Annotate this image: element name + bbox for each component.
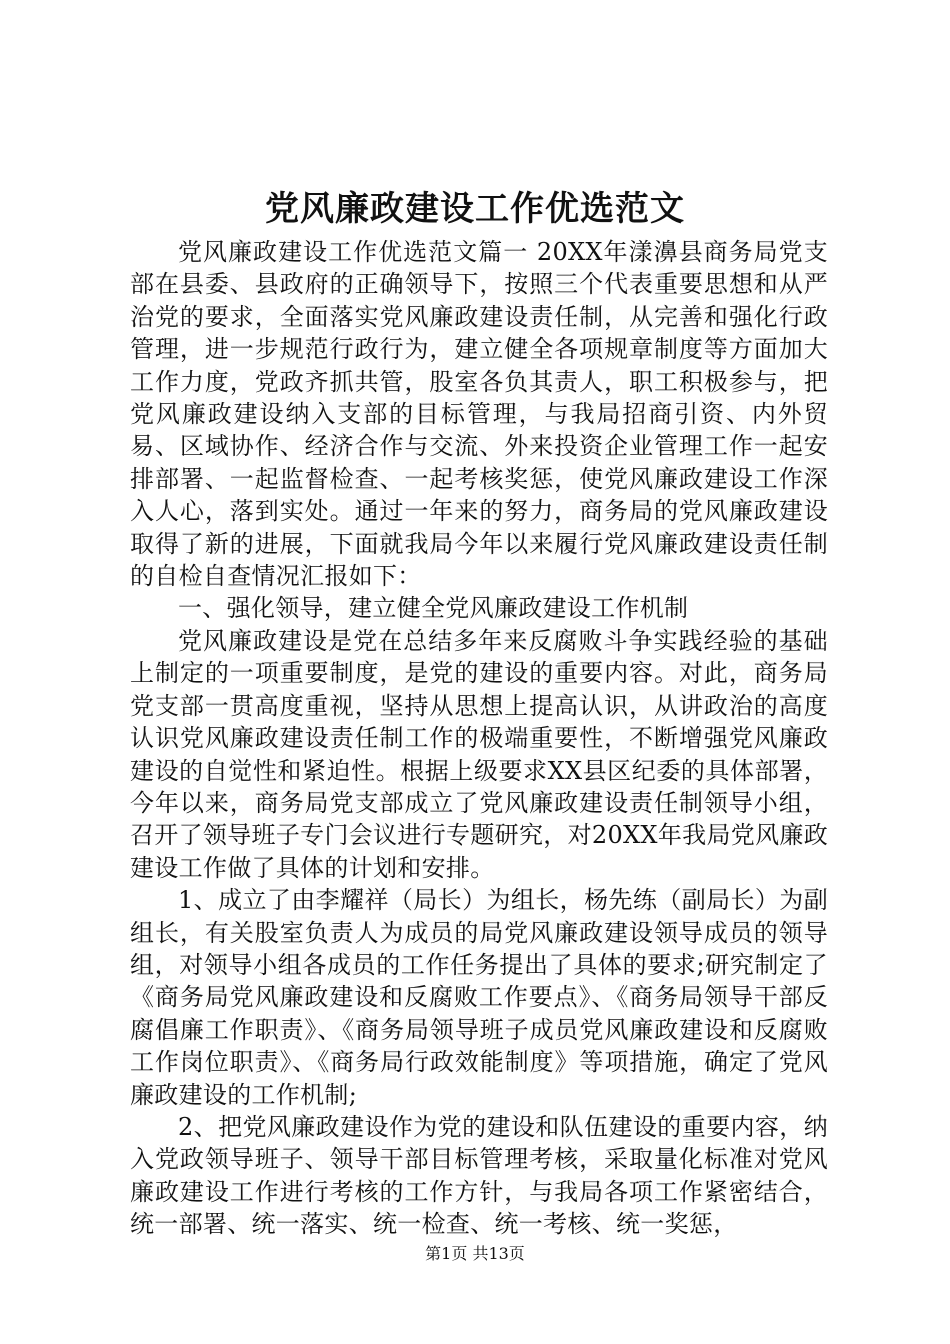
document-body xyxy=(130,236,828,1241)
document-title: 党风廉政建设工作优选范文 xyxy=(265,189,685,229)
paragraph-item-2: 2、把党风廉政建设作为党的建设和队伍建设的重要内容，纳入党政领导班子、领导干部目标管理考核，采取量化标准对党风廉政建设工作进行考核的工作方针，与我局各项工作紧密结合，统一部署、统一落实、统一检查、统一考核、统一奖惩， xyxy=(130,1112,828,1239)
section-heading-1: 一、强化领导，建立健全党风廉政建设工作机制 xyxy=(178,594,689,623)
paragraph-item-1: 1、成立了由李耀祥（局长）为组长，杨先练（副局长）为副组长，有关股室负责人为成员的局党风廉政建设领导成员的领导组，对领导小组各成员的工作任务提出了具体的要求;研究制定了《商务局党风廉政建设和反腐败工作要点》、《商务局领导干部反腐倡廉工作职责》、《商务局领导班子成员党风廉政建设和反腐败工作岗位职责》、《商务局行政效能制度》等项措施，确定了党风廉政建设的工作机制; xyxy=(130,886,828,1109)
page-number-footer: 第1页 共13页 xyxy=(425,1244,525,1263)
paragraph-section-1: 党风廉政建设是党在总结多年来反腐败斗争实践经验的基础上制定的一项重要制度，是党的建设的重要内容。对此，商务局党支部一贯高度重视，坚持从思想上提高认识，从讲政治的高度认识党风廉政建设责任制工作的极端重要性，不断增强党风廉政建设的自觉性和紧迫性。根据上级要求XX县区纪委的具体部署，今年以来，商务局党支部成立了党风廉政建设责任制领导小组，召开了领导班子专门会议进行专题研究，对20XX年我局党风廉政建设工作做了具体的计划和安排。 xyxy=(130,626,828,882)
paragraph-intro: 党风廉政建设工作优选范文篇一 20XX年漾濞县商务局党支部在县委、县政府的正确领导下，按照三个代表重要思想和从严治党的要求，全面落实党风廉政建设责任制，从完善和强化行政管理，进一步规范行政行为，建立健全各项规章制度等方面加大工作力度，党政齐抓共管，股室各负其责人，职工积极参与，把党风廉政建设纳入支部的目标管理，与我局招商引资、内外贸易、区域协作、经济合作与交流、外来投资企业管理工作一起安排部署、一起监督检查、一起考核奖惩，使党风廉政建设工作深入人心，落到实处。通过一年来的努力，商务局的党风廉政建设取得了新的进展，下面就我局今年以来履行党风廉政建设责任制的自检自查情况汇报如下： xyxy=(130,238,828,591)
